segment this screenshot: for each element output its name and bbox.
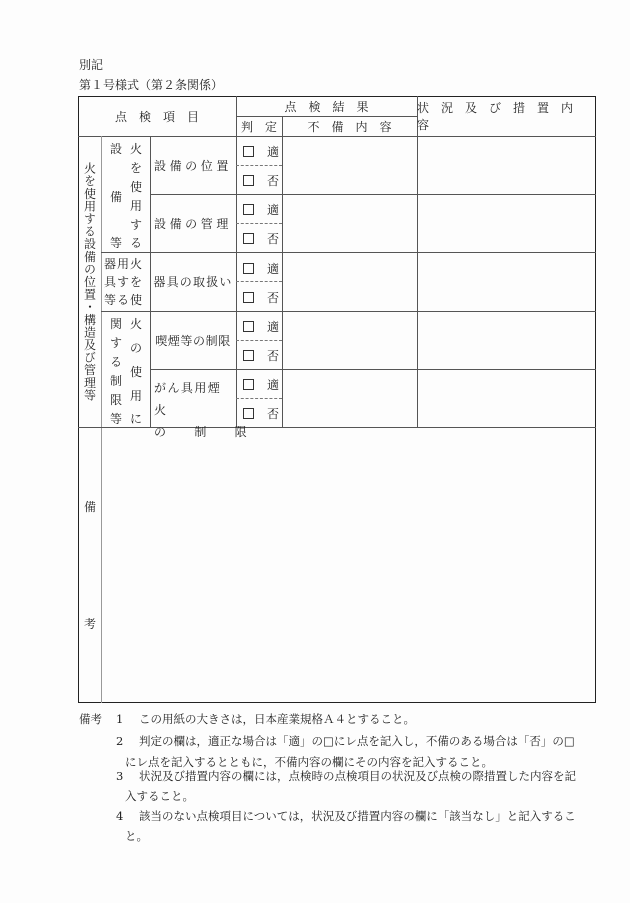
checkbox-ng-row2[interactable]: 否: [243, 230, 279, 247]
checkbox-icon[interactable]: [243, 321, 254, 332]
note-2-line2: にレ点を記入するとともに，不備内容の欄にその内容を記入すること。: [125, 755, 493, 769]
note-2-number: 2: [116, 734, 124, 748]
group-label-appliance: 器用火 具すを 等る使: [104, 257, 144, 307]
checkbox-icon[interactable]: [243, 408, 254, 419]
item-appliance-handling: 器具の取扱い: [153, 275, 233, 289]
checkbox-icon[interactable]: [243, 263, 254, 274]
notes-label: 備考: [79, 712, 102, 726]
divider: [101, 136, 102, 703]
status-measures-fields[interactable]: [418, 137, 595, 426]
dashed-divider: [236, 398, 282, 399]
note-1-number: 1: [116, 712, 124, 726]
divider: [236, 96, 237, 427]
dashed-divider: [236, 340, 282, 341]
checkbox-ok-row3[interactable]: 適: [243, 260, 279, 277]
dashed-divider: [236, 223, 282, 224]
dashed-divider: [236, 165, 282, 166]
note-2-line1: 判定の欄は，適正な場合は「適」の□にレ点を記入し，不備のある場合は「否」の□: [139, 734, 575, 748]
defect-content-fields[interactable]: [283, 137, 416, 426]
checkbox-ng-row4[interactable]: 否: [243, 347, 279, 364]
checkbox-ng-row3[interactable]: 否: [243, 289, 279, 306]
item-equipment-management: 設備の管理: [153, 216, 232, 231]
note-4-line1: 該当のない点検項目については，状況及び措置内容の欄に「該当なし」と記入するこ: [139, 809, 576, 823]
remarks-field[interactable]: [103, 428, 595, 702]
note-3-line1: 状況及び措置内容の欄には，点検時の点検項目の状況及び点検の際措置した内容を記: [139, 769, 576, 783]
remarks-label-2: 考: [83, 616, 96, 631]
checkbox-icon[interactable]: [243, 175, 254, 186]
note-4-line2: と。: [125, 829, 148, 843]
group-label-restriction: 関 す る 制 限 等 火 の 使 用 に: [110, 317, 143, 426]
document-heading: 別記: [79, 58, 104, 72]
checkbox-ok-row4[interactable]: 適: [243, 318, 279, 335]
header-defect-content: 不 備 内 容: [307, 119, 392, 134]
item-toy-fireworks-restriction: がん具用煙火 の 制 限: [154, 381, 249, 439]
item-smoking-restriction: 喫煙等の制限: [155, 333, 231, 348]
group-label-equipment: 設 備 等 火 を 使 用 す る: [110, 142, 143, 250]
checkbox-ng-row1[interactable]: 否: [243, 172, 279, 189]
checkbox-icon[interactable]: [243, 233, 254, 244]
checkbox-icon[interactable]: [243, 146, 254, 157]
note-4-number: 4: [116, 809, 124, 823]
form-title: 第１号様式（第２条関係）: [79, 78, 224, 92]
header-status-measures: 状 況 及 び 措 置 内 容: [417, 101, 586, 132]
category-main-label: 火を使用する設備の位置・構造及び管理等: [82, 161, 97, 402]
checkbox-ok-row2[interactable]: 適: [243, 201, 279, 218]
note-1-text: この用紙の大きさは，日本産業規格Ａ４とすること。: [139, 712, 415, 726]
note-3-line2: 入すること。: [125, 789, 194, 803]
checkbox-icon[interactable]: [243, 379, 254, 390]
checkbox-ok-row5[interactable]: 適: [243, 376, 279, 393]
item-equipment-position: 設備の位置: [153, 158, 232, 173]
checkbox-ng-row5[interactable]: 否: [243, 405, 279, 422]
header-judgement: 判 定: [240, 119, 277, 134]
dashed-divider: [236, 281, 282, 282]
checkbox-ok-row1[interactable]: 適: [243, 143, 279, 160]
checkbox-icon[interactable]: [243, 204, 254, 215]
note-3-number: 3: [116, 769, 124, 783]
header-inspection-result: 点 検 結 果: [284, 99, 369, 114]
checkbox-icon[interactable]: [243, 292, 254, 303]
checkbox-icon[interactable]: [243, 350, 254, 361]
header-inspection-item: 点 検 項 目: [114, 109, 199, 124]
remarks-label-1: 備: [83, 499, 96, 514]
